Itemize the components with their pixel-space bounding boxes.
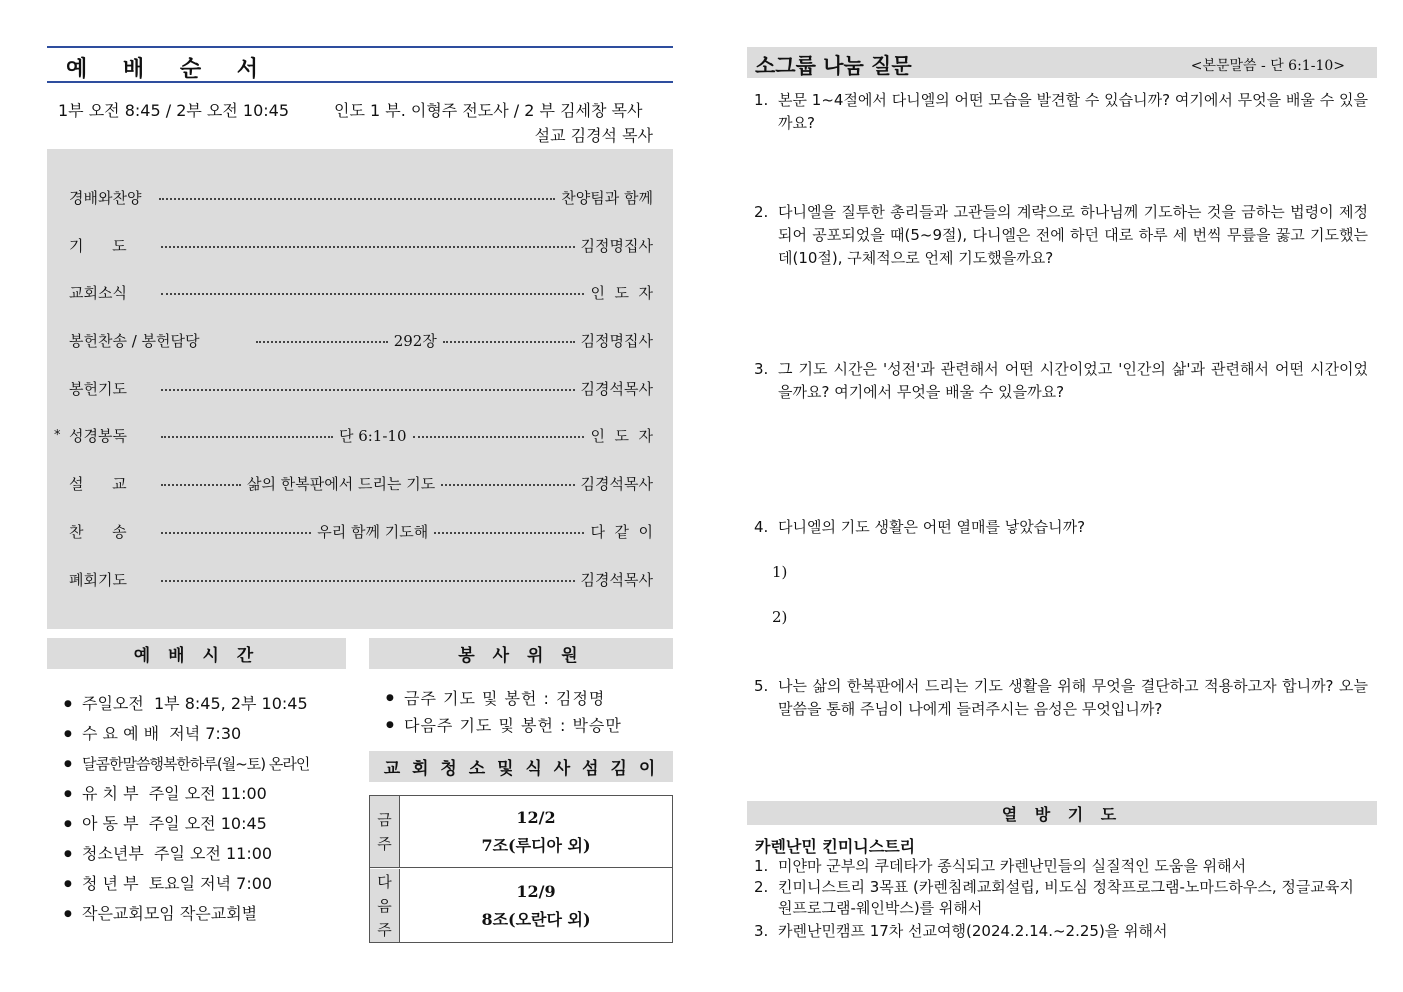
question-number: 2. bbox=[754, 203, 769, 221]
order-right: 인 도 자 bbox=[590, 283, 653, 302]
prayer-subtitle: 카렌난민 킨미니스트리 bbox=[755, 837, 916, 856]
order-label: 폐회기도 bbox=[69, 570, 127, 589]
list-item: ● 주일오전 1부 8:45, 2부 10:45 bbox=[64, 689, 309, 719]
worship-order-box bbox=[47, 149, 673, 629]
order-label: 찬 송 bbox=[69, 522, 127, 541]
order-label: 봉헌기도 bbox=[69, 379, 127, 398]
cleaning-week-label: 금 주 bbox=[370, 796, 400, 867]
cleaning-team: 8조(오란다 외) bbox=[481, 909, 591, 929]
order-mid: 삶의 한복판에서 드리는 기도 bbox=[247, 474, 436, 493]
list-item: ● 수 요 예 배 저녁 7:30 bbox=[64, 719, 309, 749]
order-row bbox=[47, 423, 673, 447]
order-label: 성경봉독 bbox=[69, 426, 127, 445]
cleaning-date: 12/2 bbox=[516, 807, 556, 827]
service-list bbox=[386, 685, 622, 739]
order-row bbox=[47, 185, 673, 209]
worship-order-title: 예 배 순 서 bbox=[66, 57, 272, 82]
question-text: 다니엘을 질투한 총리들과 고관들의 계략으로 하나님께 기도하는 것을 금하는 법령이 제정되어 공포되었을 때(5~9절), 다니엘은 전에 하던 대로 하루 세 번씩 무릎을 꿇고 기도했는데(10절), 구체적으로 언제 기도했을까요? bbox=[778, 203, 1368, 267]
cleaning-table bbox=[369, 795, 673, 943]
prayer-header: 열 방 기 도 bbox=[747, 801, 1377, 825]
prayer-number: 3. bbox=[754, 922, 769, 940]
list-item: ● 금주 기도 및 봉헌 : 김정명 bbox=[386, 685, 622, 712]
cleaning-header: 교 회 청 소 및 식 사 섬 김 이 bbox=[369, 751, 673, 782]
prayer-number: 2. bbox=[754, 878, 769, 896]
cleaning-date: 12/9 bbox=[516, 881, 556, 901]
order-row bbox=[47, 471, 673, 495]
question-item bbox=[754, 516, 1368, 539]
prayer-item bbox=[754, 921, 1368, 942]
cleaning-week-label: 다 음 주 bbox=[370, 869, 400, 942]
order-row bbox=[47, 328, 673, 352]
order-star: * bbox=[54, 427, 61, 443]
list-item: ● 아 동 부 주일 오전 10:45 bbox=[64, 809, 309, 839]
service-header: 봉 사 위 원 bbox=[369, 638, 673, 669]
list-item: ● 달콤한말씀행복한하루(월~토) 온라인 bbox=[64, 749, 309, 779]
order-right: 김경석목사 bbox=[580, 474, 653, 493]
order-row bbox=[47, 280, 673, 304]
schedule-list bbox=[64, 689, 309, 929]
order-right: 김정명집사 bbox=[580, 236, 653, 255]
question-number: 4. bbox=[754, 518, 769, 536]
order-label: 설 교 bbox=[69, 474, 127, 493]
order-label: 봉헌찬송 / 봉헌담당 bbox=[69, 331, 200, 350]
prayer-item bbox=[754, 856, 1368, 877]
order-row bbox=[47, 376, 673, 400]
prayer-text: 카렌난민캠프 17차 선교여행(2024.2.14.~2.25)을 위해서 bbox=[778, 922, 1168, 940]
table-row bbox=[370, 796, 672, 868]
question-item bbox=[754, 201, 1368, 270]
service-times: 1부 오전 8:45 / 2부 오전 10:45 bbox=[58, 101, 290, 120]
sermon-preacher: 설교 김경석 목사 bbox=[534, 126, 653, 145]
order-right: 인 도 자 bbox=[590, 426, 654, 445]
question-number: 1. bbox=[754, 91, 769, 109]
question-text: 나는 삶의 한복판에서 드리는 기도 생활을 위해 무엇을 결단하고 적용하고자 합니까? 오늘 말씀을 통해 주님이 나에게 들려주시는 음성은 무엇입니까? bbox=[778, 677, 1368, 718]
question-number: 5. bbox=[754, 677, 769, 695]
question-number: 3. bbox=[754, 360, 769, 378]
order-mid: 292장 bbox=[393, 331, 437, 350]
order-label: 기 도 bbox=[69, 236, 127, 255]
list-item: ● 청소년부 주일 오전 11:00 bbox=[64, 839, 309, 869]
list-item: ● 작은교회모임 작은교회별 bbox=[64, 899, 309, 929]
answer-slot: 2) bbox=[772, 608, 788, 626]
table-row bbox=[370, 869, 672, 942]
list-item: ● 유 치 부 주일 오전 11:00 bbox=[64, 779, 309, 809]
order-right: 찬양팀과 함께 bbox=[561, 188, 653, 207]
questions-title: 소그룹 나눔 질문 bbox=[755, 54, 912, 78]
schedule-header: 예 배 시 간 bbox=[47, 638, 346, 669]
question-item bbox=[754, 675, 1368, 721]
prayer-item bbox=[754, 877, 1368, 919]
question-text: 그 기도 시간은 '성전'과 관련해서 어떤 시간이었고 '인간의 삶'과 관련해서 어떤 시간이었을까요? 여기에서 무엇을 배울 수 있을까요? bbox=[778, 360, 1368, 401]
order-right: 김정명집사 bbox=[580, 331, 654, 350]
question-item bbox=[754, 89, 1368, 135]
order-label: 교회소식 bbox=[69, 283, 127, 302]
order-right: 김경석목사 bbox=[580, 570, 653, 589]
question-text: 본문 1~4절에서 다니엘의 어떤 모습을 발견할 수 있습니까? 여기에서 무엇을 배울 수 있을까요? bbox=[778, 91, 1368, 132]
order-row bbox=[47, 233, 673, 257]
prayer-number: 1. bbox=[754, 857, 769, 875]
order-label: 경배와찬양 bbox=[69, 188, 142, 207]
prayer-text: 킨미니스트리 3목표 (카렌침례교회설립, 비도심 정착프로그램-노마드하우스, 정글교육지원프로그램-웨인박스)를 위해서 bbox=[778, 878, 1354, 917]
question-item bbox=[754, 358, 1368, 404]
order-row bbox=[47, 567, 673, 591]
prayer-text: 미얀마 군부의 쿠데타가 종식되고 카렌난민들의 실질적인 도움을 위해서 bbox=[778, 857, 1247, 875]
order-right: 다 같 이 bbox=[590, 522, 654, 541]
order-right: 김경석목사 bbox=[580, 379, 653, 398]
list-item: ● 다음주 기도 및 봉헌 : 박승만 bbox=[386, 712, 622, 739]
answer-slot: 1) bbox=[772, 563, 788, 581]
order-mid: 단 6:1-10 bbox=[338, 426, 407, 445]
service-leaders: 인도 1 부. 이형주 전도사 / 2 부 김세창 목사 bbox=[334, 101, 643, 120]
list-item: ● 청 년 부 토요일 저녁 7:00 bbox=[64, 869, 309, 899]
order-mid: 우리 함께 기도해 bbox=[317, 522, 429, 541]
questions-reference: <본문말씀 - 단 6:1-10> bbox=[1190, 58, 1345, 74]
cleaning-team: 7조(루디아 외) bbox=[481, 835, 591, 855]
order-row bbox=[47, 519, 673, 543]
question-text: 다니엘의 기도 생활은 어떤 열매를 낳았습니까? bbox=[778, 518, 1086, 536]
